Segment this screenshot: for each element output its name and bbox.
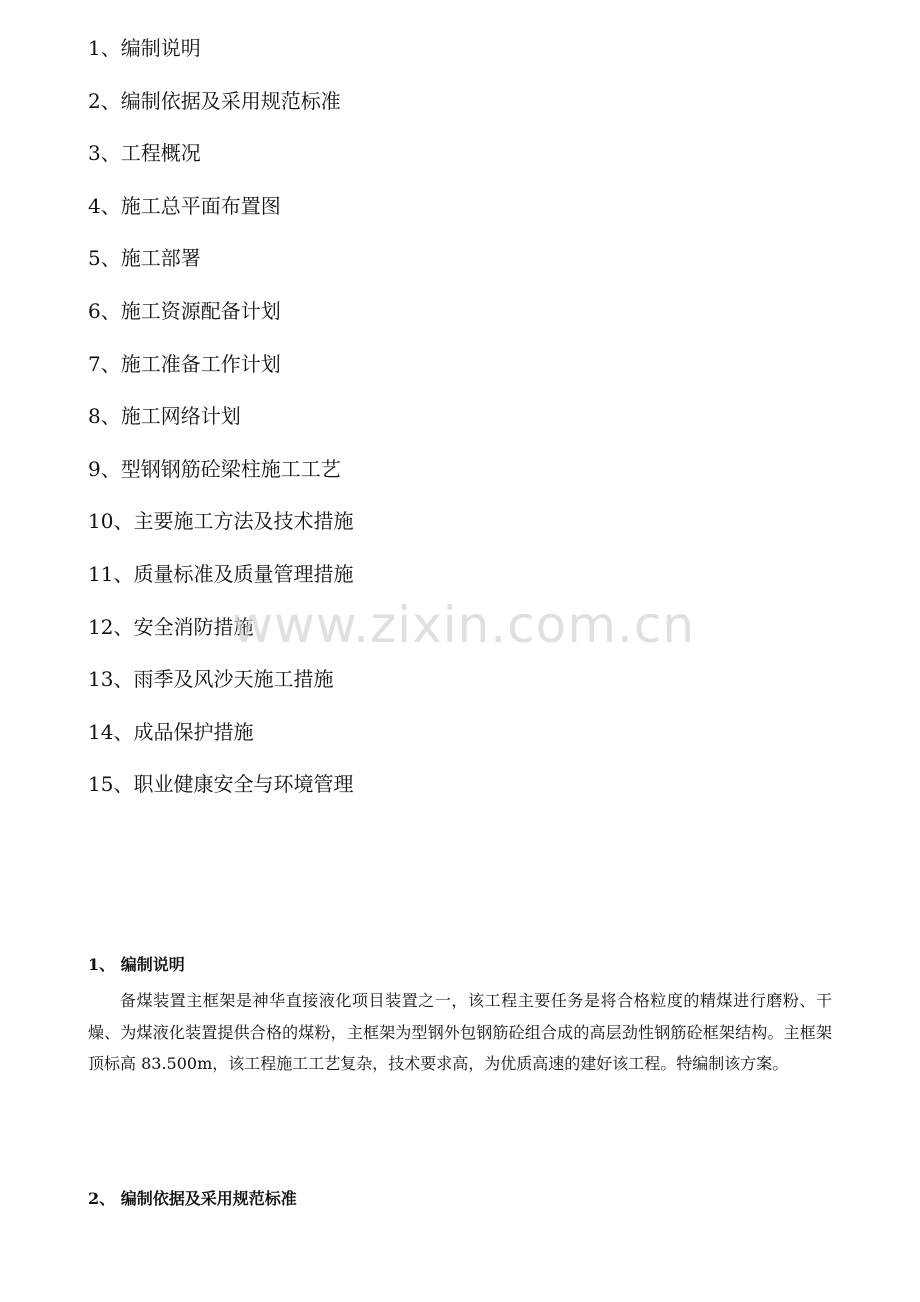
toc-item: 4、施工总平面布置图 [88,193,281,218]
toc-item: 14、成品保护措施 [88,719,254,744]
section-1-paragraph: 备煤装置主框架是神华直接液化项目装置之一，该工程主要任务是将合格粒度的精煤进行磨粉、干燥、为煤液化装置提供合格的煤粉，主框架为型钢外包钢筋砼组合成的高层劲性钢筋砼框架结构。主框架顶标高 83.500m，该工程施工工艺复杂，技术要求高，为优质高速的建好该工程。特编制该方案。 [88,991,832,1073]
toc-item: 1、编制说明 [88,36,201,60]
toc-item: 12、安全消防措施 [88,614,254,639]
toc-item: 10、主要施工方法及技术措施 [88,509,354,534]
toc-item: 9、型钢钢筋砼梁柱施工工艺 [88,456,341,481]
toc-item: 6、施工资源配备计划 [88,298,281,323]
toc-item: 13、雨季及风沙天施工措施 [88,667,334,692]
toc-item: 2、编制依据及采用规范标准 [88,88,341,113]
toc-item: 15、职业健康安全与环境管理 [88,772,354,797]
toc-item: 8、施工网络计划 [88,404,241,429]
section-heading-1: 1、 编制说明 [88,955,185,974]
watermark: www.zixin.com.cn [232,596,696,654]
section-heading-2: 2、 编制依据及采用规范标准 [88,1189,297,1208]
toc-item: 11、质量标准及质量管理措施 [88,561,354,586]
toc-item: 3、工程概况 [88,141,201,166]
toc-item: 5、施工部署 [88,246,201,271]
table-of-contents [88,30,353,819]
toc-item: 7、施工准备工作计划 [88,351,281,376]
